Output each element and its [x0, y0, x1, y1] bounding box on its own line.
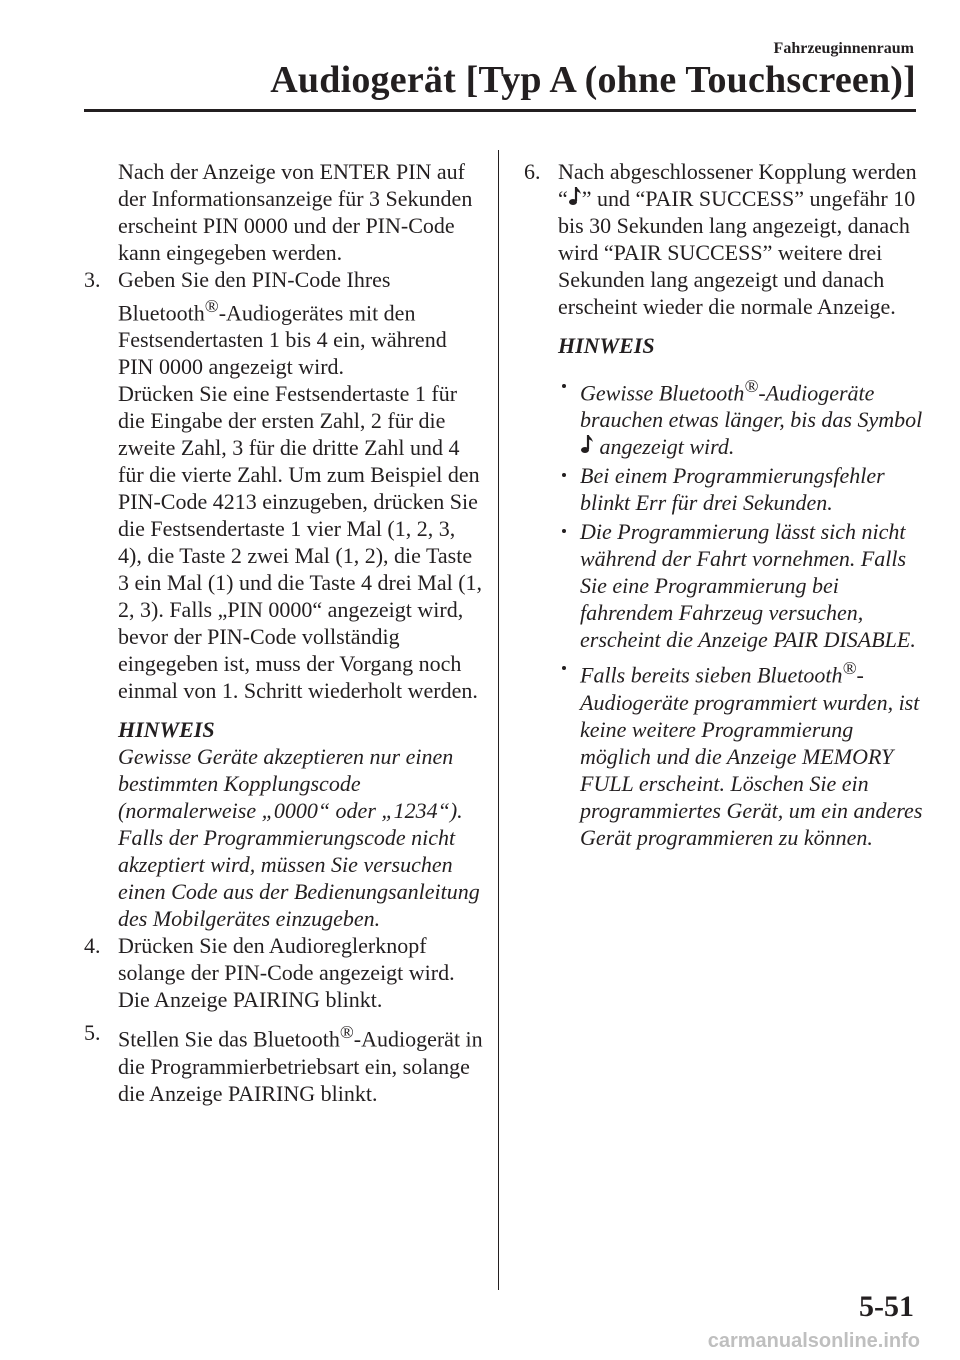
music-note-icon	[568, 186, 582, 208]
music-note-icon	[580, 434, 594, 456]
step-text-part: Nach abgeschlossener Kopplung werden “	[558, 159, 917, 211]
watermark: carmanualsonline.info	[707, 1330, 920, 1352]
step-3	[84, 266, 484, 704]
page-number: 5-51	[859, 1290, 914, 1323]
step-text	[118, 1019, 484, 1106]
right-column	[524, 158, 924, 853]
registered-mark: ®	[339, 1022, 354, 1043]
registered-mark: ®	[842, 658, 857, 679]
step-text-part: Geben Sie den PIN-Code Ihres Bluetooth	[118, 267, 391, 326]
note-heading: HINWEIS	[118, 717, 215, 743]
step-number: 4.	[84, 933, 101, 959]
page-title: Audiogerät [Typ A (ohne Touchscreen)]	[270, 59, 916, 101]
left-column	[84, 158, 484, 1107]
step-text-part: -Audiogerät in die Programmierbetriebsart ein, solange die Anzeige PAIRING blinkt.	[118, 1026, 483, 1106]
step-number: 5.	[84, 1020, 101, 1046]
step-text-part: Stellen Sie das Bluetooth	[118, 1026, 340, 1052]
column-divider	[498, 150, 499, 1290]
bullet-text: Gewisse Bluetooth	[580, 380, 745, 406]
bullet-text: angezeigt wird.	[594, 434, 735, 460]
step-5	[84, 1019, 484, 1106]
step-number: 6.	[524, 159, 541, 184]
step-text	[558, 158, 924, 320]
step-4	[84, 932, 484, 1013]
bullet-text: Bei einem Programmierungsfehler blinkt Err für drei Sekunden.	[580, 463, 885, 516]
step-text: Drücken Sie den Audioreglerknopf solange der PIN-Code angezeigt wird. Die Anzeige PAIRING blinkt.	[118, 933, 455, 1013]
intro-paragraph: Nach der Anzeige von ENTER PIN auf der Informationsanzeige für 3 Sekunden erscheint PIN 0000 und der PIN-Code kann eingegeben werden.	[118, 159, 473, 265]
bullet-text: Die Programmierung lässt sich nicht während der Fahrt vornehmen. Falls Sie eine Programmierung bei fahrendem Fahrzeug versuchen, erscheint die Anzeige PAIR DISABLE.	[580, 519, 916, 653]
step-text-part: Drücken Sie eine Festsendertaste 1 für die Eingabe der ersten Zahl, 2 für die zweite Zahl, 3 für die dritte Zahl und 4 für die vierte Zahl. Um zum Beispiel den PIN-Code 4213 einzugeben, drücken Sie die Festsendertaste 1 vier Mal (1, 2, 3, 4), die Taste 2 zwei Mal (1, 2), die Taste 3 ein Mal (1) und die Taste 4 drei Mal (1, 2, 3). Falls „PIN 0000“ angezeigt wird, bevor der PIN-Code vollständig eingegeben ist, muss der Vorgang noch einmal von 1. Schritt wiederholt werden.	[118, 381, 483, 704]
bullet-text: Falls bereits sieben Bluetooth	[580, 662, 843, 688]
list-item	[558, 373, 924, 460]
note-text: Gewisse Geräte akzeptieren nur einen bestimmten Kopplungscode (normalerweise „0000“ oder „1234“). Falls der Programmierungscode nicht akzeptiert wird, müssen Sie versuchen einen Code aus der Bedienungsanleitung des Mobilgerätes einzugeben.	[118, 744, 480, 932]
list-item	[558, 462, 924, 516]
step-text-part: -Audiogerätes mit den Festsendertasten 1 bis 4 ein, während PIN 0000 angezeigt wird.	[118, 300, 447, 380]
bullet-text: -Audiogeräte programmiert wurden, ist keine weitere Programmierung möglich und die Anzeige MEMORY FULL erscheint. Löschen Sie ein programmiertes Gerät, um ein anderes Gerät programmieren zu können.	[580, 662, 923, 850]
bullet-text: -Audiogeräte brauchen etwas länger, bis das Symbol	[580, 380, 923, 433]
note-heading: HINWEIS	[558, 333, 655, 358]
list-item	[558, 655, 924, 850]
step-text	[118, 266, 484, 704]
registered-mark: ®	[204, 296, 219, 316]
list-item	[558, 518, 924, 653]
step-6	[524, 158, 924, 320]
header-rule	[84, 109, 916, 112]
section-label: Fahrzeuginnenraum	[773, 40, 914, 57]
note-bullets	[524, 373, 924, 851]
registered-mark: ®	[744, 376, 759, 396]
step-number: 3.	[84, 267, 101, 292]
step-text-part: ” und “PAIR SUCCESS” ungefähr 10 bis 30 Sekunden lang angezeigt, danach wird “PAIR SUCCESS” weitere drei Sekunden lang angezeigt und danach erscheint wieder die normale Anzeige.	[558, 186, 916, 319]
